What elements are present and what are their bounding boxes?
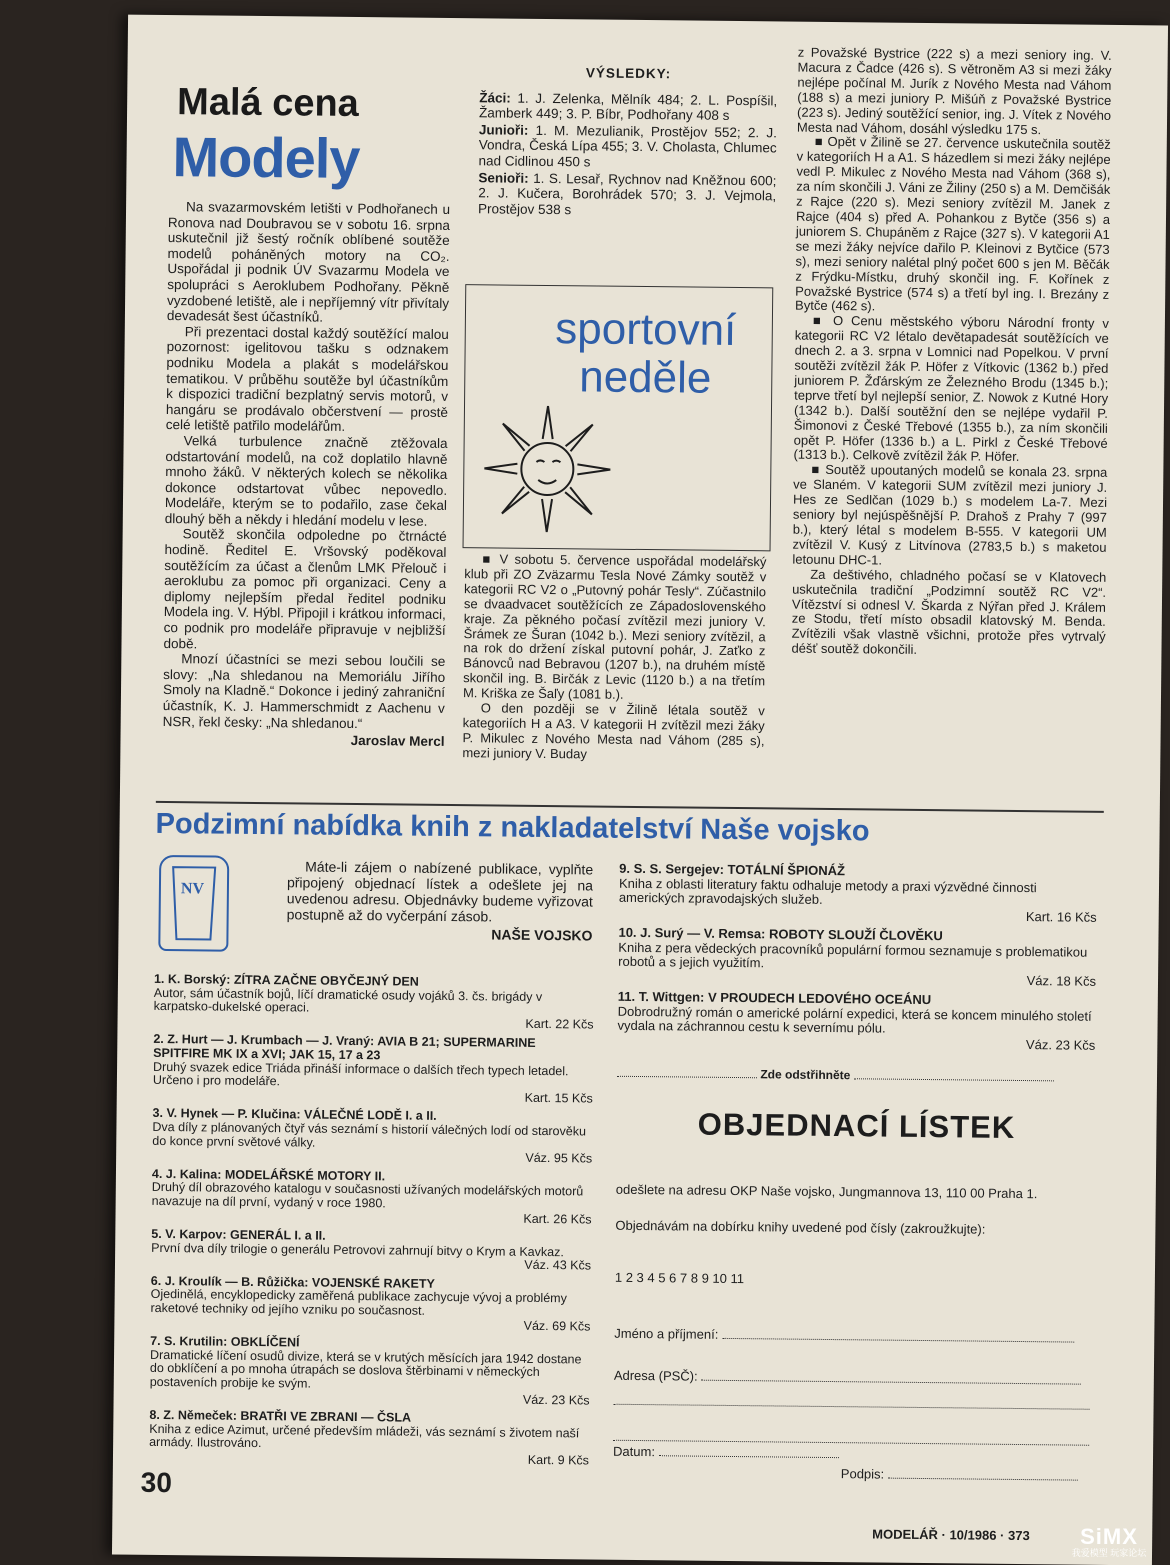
banner-line2: neděle [578,352,712,403]
watermark-subtitle: 我爱模型 玩家论坛 [1071,1548,1147,1558]
cut-dots [617,1076,757,1078]
date-field-row [613,1444,1093,1464]
book-item: 4. J. Kalina: MODELÁŘSKÉ MOTORY II. Druhý díl obrazového katalogu v současnosti užívaných modelářských motorů navazuje na díl první, vydaný v roce 1980. Kart. 26 Kčs [151,1166,592,1227]
bullet-icon: ■ [814,134,828,150]
sport-paragraph: O den později se v Žilině létala soutěž v kategoriích H a A3. V kategorii H zvítězil mezi žáky P. Mikulec z Nového Mesta nad Váhom (285 s), mezi juniory V. Buday [462,700,765,762]
order-address: odešlete na adresu OKP Naše vojsko, Jungmannova 13, 110 00 Praha 1. [615,1181,1038,1202]
results-group-label: Junioři: [478,122,529,138]
address-field-row [614,1368,1094,1388]
date-label: Datum: [612,1443,656,1460]
book-item: 7. S. Krutilin: OBKLÍČENÍ Dramatické líčení osudů divize, která se v krutých měsících jara 1942 dostane do obklíčení a po mnoha útrapách se doslova štěrbinami v německých postaveních probije ke svým. Váz. 23 Kčs [149,1334,590,1408]
book-item: 5. V. Karpov: GENERÁL I. a II. První dva díly trilogie o generálu Petrovovi zahrnují bitvy o Krym a Kavkaz. Váz. 43 Kčs [151,1227,592,1273]
sport-paragraph: ■ Soutěž upoutaných modelů se konala 23. srpna ve Slaném. V kategorii SUM zvítězil mezi juniory J. Hes ze Sedlčan (1029 b.) s modelem La-7. Mezi seniory byl nejúspěšnější P. Drahoš z Prahy 7 (997 b.), který létal s modelem B-555. V kategorii UM zvítězil V. Kusý z Litvínova (2783,5 b.) s maketou letounu DHC-1. [792,462,1108,568]
order-instruction: Objednávám na dobírku knihy uvedené pod čísly (zakroužkujte): [615,1217,986,1237]
article-paragraph: Na svazarmovském letišti v Podhořanech u Ronova nad Doubravou se v sobotu 16. srpna uskutečnil již šestý ročník oblíbené soutěže modelů poháněných motory na CO₂. Uspořádal ji podnik ÚV Svazarmu Modela ve spolupráci s Aeroklubem Podhořany. Pěkně vyzdobené letiště, ale i nepříjemný vítr přivítaly devadesát šest účastníků. [166,199,451,325]
signature-field[interactable] [888,1478,1078,1481]
book-list-right [617,862,1097,1059]
bullet-icon: ■ [811,462,826,478]
publisher-logo [158,855,229,952]
bullet-icon: ■ [482,551,500,567]
article-title-line1: Malá cena [176,81,360,126]
results-group [478,170,776,220]
books-heading: Podzimní nabídka knih z nakladatelství Naše vojsko [155,807,870,848]
sport-banner [463,284,774,551]
books-intro [286,858,593,943]
results-group-text: 1. S. Lesař, Rychnov nad Kněžnou 600; 2. J. Kučera, Borohrádek 570; 3. J. Vejmola, Prostějov 538 s [478,170,777,217]
book-item: 11. T. Wittgen: V PROUDECH LEDOVÉHO OCEÁNU Dobrodružný román o americké polární expedici, která se koncem minulého století vydala na záchrannou cestu k severnímu pólu. Váz. 23 Kčs [617,988,1096,1053]
books-signature: NAŠE VOJSKO [491,926,593,944]
nv-logo-icon [160,857,227,950]
article-body [162,199,450,750]
results-group-label: Senioři: [478,169,529,186]
book-item: 2. Z. Hurt — J. Krumbach — J. Vraný: AVIA B 21; SUPERMARINE SPITFIRE MK IX a XVI; JAK 15, 17 a 23 Druhý svazek edice Triáda přináší informace o dalších třech typech letadel. Určeno i pro modeláře. Kart. 15 Kčs [152,1032,593,1106]
magazine-page [112,15,1168,1565]
address-field[interactable] [701,1380,1081,1385]
date-field[interactable] [659,1455,839,1458]
article-paragraph: Mnozí účastníci se mezi sebou loučili se slovy: „Na shledanou na Memoriálu Jiřího Smoly na Kladně.“ Dokonce i jediný zahraniční účastník, K. J. Hammerschmidt z Aachenu v NSR, řekl česky: „Na shledanou.“ [162,651,446,731]
signature-field-row [841,1466,1091,1484]
order-numbers: 1 2 3 4 5 6 7 8 9 10 11 [614,1269,745,1287]
sport-column-middle [462,552,766,764]
sport-column-right [791,46,1111,660]
signature-label: Podpis: [840,1466,885,1482]
cut-dots [854,1078,1054,1081]
book-item: 3. V. Hynek — P. Klučina: VÁLEČNÉ LODĚ I. a II. Dva díly z plánovaných čtyř vás seznámí s historií válečných lodí od starověku do konce první světové války. Váz. 95 Kčs [152,1106,593,1166]
cut-line [617,1066,1097,1085]
article-paragraph: Velká turbulence značně ztěžovala odstartování modelů, na což doplatilo hlavně mnoho žáků. V některých kolech se několika dokonce odstartovat vůbec nepovedlo. Modeláře, kterým se to podařilo, zase čekal dlouhý běh a někdy i hledání modelu v lese. [164,433,448,529]
book-list-left [149,973,594,1474]
magazine-footer: MODELÁŘ · 10/1986 · 373 [872,1526,1030,1544]
book-item: 1. K. Borský: ZÍTRA ZAČNE OBYČEJNÝ DEN Autor, sám účastník bojů, líčí dramatické osudy vojáků 3. čs. brigády v karpatsko-dukelské operaci. Kart. 22 Kčs [153,971,594,1032]
sport-paragraph: z Považské Bystrice (222 s) a mezi seniory ing. V. Macura z Čadce (426 s). S větroněm A3 si mezi žáky nejlépe počínal M. Jurík z Nového Mesta nad Váhom (188 s) a mezi juniory P. Mišúň z Považské Bystrice (223 s). Jediný soutěžící senior, ing. J. Vítek z Nového Mesta nad Váhom, dosáhl výsledku 175 s. [796,44,1112,137]
address-label: Adresa (PSČ): [613,1367,698,1384]
watermark-logo: SiMX [1080,1524,1138,1549]
results-group-text: 1. M. Mezulianik, Prostějov 552; 2. J. Vondra, Česká Lípa 455; 3. V. Cholasta, Chlumec nad Cidlinou 450 s [478,122,777,170]
results-group [478,122,776,172]
results-box [478,64,778,219]
results-group-label: Žáci: [479,89,511,106]
watermark [1050,1526,1168,1559]
sun-icon [472,393,624,545]
results-heading: VÝSLEDKY: [585,65,672,82]
article-paragraph: Při prezentaci dostal každý soutěžící malou pozornost: igelitovou tašku s odznakem podniku Modela a plakát s modelářskou tematikou. V průběhu soutěže byl účastníkům k dispozici tradiční bezplatný servis motorů, v hangáru se prodávalo občerstvení — prostě celé letiště patřilo modelářům. [165,323,449,435]
book-item: 9. S. S. Sergejev: TOTÁLNÍ ŠPIONÁŽ Kniha z oblasti literatury faktu odhaluje metody a praxi výzvědné činnosti amerických zpravodajských služeb. Kart. 16 Kčs [618,860,1097,925]
book-item: 10. J. Surý — V. Remsa: ROBOTY SLOUŽÍ ČLOVĚKU Kniha z pera vědeckých pracovníků populární formou seznamuje s problematikou robotů a s jejich využitím. Váz. 18 Kčs [618,924,1097,989]
article-paragraph: Soutěž skončila odpoledne po čtrnácté hodině. Ředitel E. Vršovský poděkoval soutěžícím za účast a členům LMK Přelouč i aeroklubu za pomoc při organizaci. Ceny a diplomy nejlepším předal ředitel podniku Modela ing. V. Hýbl. Připojil i krátkou informaci, co podnik pro modeláře připravuje v nejbližší době. [163,526,447,651]
banner-line1: sportovní [555,304,737,355]
name-label: Jméno a příjmení: [614,1325,719,1342]
cut-label: Zde odstřihněte [760,1067,851,1083]
name-field[interactable] [722,1338,1074,1343]
name-field-row [614,1326,1094,1346]
address-field-extra[interactable] [614,1404,1090,1410]
sport-paragraph: ■ O Cenu městského výboru Národní fronty v kategorii RC V2 létalo devětapadesát soutěžících ve dnech 2. a 3. srpna v Lomnici nad Popelkou. V první soutěži zvítězil žák P. Höfer z Vítkovic (1362 b.) před juniorem P. Žďárským ze Železného Brodu (1345 b.); teprve třetí byl nejlepší senior, Z. Nowok z Kutné Hory (1342 b.). Další soutěžní den se nejlépe vydařil P. Šimonovi z České Třebové (1355 b.), za ním skončili opět P. Höfer (1336 b.) a L. Pirkl z České Třebové (1313 b.). Celkově zvítězil žák P. Höfer. [793,313,1109,465]
book-item: 6. J. Kroulík — B. Růžička: VOJENSKÉ RAKETY Ojedinělá, encyklopedicky zaměřená publikace zachycuje vývoj a problémy raketové techniky od jejího vzniku po současnost. Váz. 69 Kčs [150,1273,591,1334]
results-group [479,90,777,124]
logo-letters: NV [180,880,205,898]
page-number: 30 [140,1466,173,1499]
order-title: OBJEDNACÍ LÍSTEK [697,1106,1016,1145]
bullet-icon: ■ [812,313,834,329]
sport-paragraph: ■ Opět v Žilině se 27. července uskutečnila soutěž v kategoriích H a A1. S házedlem si mezi žáky nejlépe vedl P. Mikulec z Nového Mesta nad Váhom (368 s), za ním skončili J. Váni ze Žiliny (250 s) a M. Demčišák z Rajce (220 s). Mezi seniory zvítězil M. Janek z Rajce (404 s) před A. Pohankou z Bytče (356 s) a juniorem S. Chupáněm z Rajce (327 s). V kategorii A1 se mezi žáky nejvíce dařilo P. Kleinovi z Bytčice (573 s), mezi seniory nalétal plný počet 600 s jen M. Běčák z Frýdku-Místku, druhý skončil ing. F. Kořínek z Považské Bystrice (574 s) a třetí byl ing. I. Brezány z Bytče (462 s). [795,134,1111,314]
books-intro-text: Máte-li zájem o nabízené publikace, vyplňte připojený objednací lístek a odešlete jej na uvedenou adresu. Objednávky budeme vyřizovat postupně až do vyčerpání zásob. [286,858,594,925]
article-author: Jaroslav Mercl [350,733,445,750]
sport-paragraph: Za deštivého, chladného počasí se v Klatovech uskutečnila tradiční „Podzimní soutěž RC V2“. Vítězství si odnesl V. Škarda z Nýřan před J. Králem ze Stodu, třetí místo obsadil klatovský M. Benda. Zvítězili však vlastně všichni, protože přes vytrvalý déšť soutěž dokončili. [791,566,1107,658]
sport-paragraph: ■ V sobotu 5. července uspořádal modelářský klub při ZO Zväzarmu Tesla Nové Zámky soutěž v kategorii RC V2 o „Putovný pohár Tesly“. Zúčastnilo se dvaadvacet soutěžících ze Západoslovenského kraje. Za pěkného počasí zvítězil mezi juniory V. Šrámek ze Šuran (1042 b.). Mezi seniory zvítězil, a na rok do držení získal putovní pohár, J. Zaťko z Bánovců nad Bebravou (1207 b.), na druhém místě skončil ing. B. Birčák z Levic (1120 b.) a na třetím M. Kriška ze Šaľy (1081 b.). [462,551,767,702]
book-item: 8. Z. Němeček: BRATŘI VE ZBRANI — ČSLA Kniha z edice Azimut, určené především mládeži, vás seznámí s životem naší armády. Ilustrováno. Kart. 9 Kčs [149,1408,590,1468]
results-group-text: 1. J. Zelenka, Mělník 484; 2. L. Pospíšil, Žamberk 449; 3. P. Bíbr, Podhořany 408 s [479,90,778,124]
article-title-line2: Modely [172,125,360,191]
